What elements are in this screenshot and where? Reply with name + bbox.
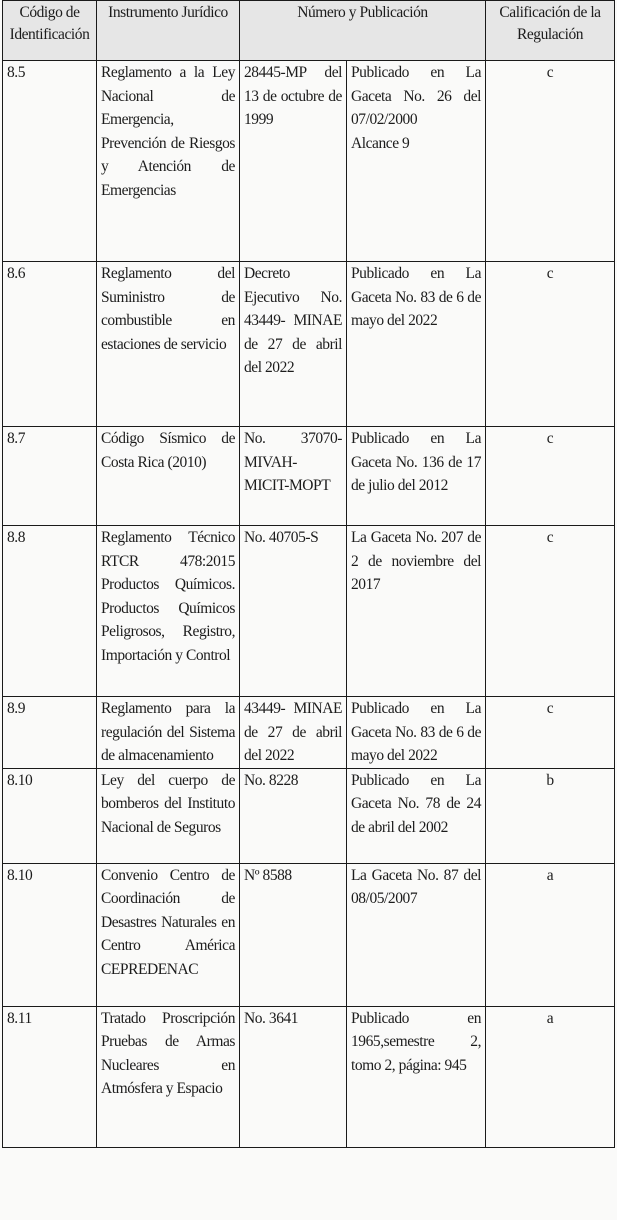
row-instrument: Tratado Proscripción Pruebas de Armas Nucleares en Atmósfera y Espacio	[97, 1006, 240, 1147]
row-rating: c	[486, 61, 615, 262]
row-rating: b	[486, 768, 615, 863]
row-number: 28445-MP del 13 de octubre de 1999	[240, 61, 347, 262]
row-publication: La Gaceta No. 207 de 2 de noviembre del 2017	[347, 526, 486, 697]
row-rating: a	[486, 863, 615, 1006]
row-code: 8.5	[3, 61, 97, 262]
row-instrument: Reglamento del Suministro de combustible en estaciones de servicio	[97, 262, 240, 427]
row-code: 8.8	[3, 526, 97, 697]
row-instrument: Reglamento para la regulación del Sistema de almacenamiento	[97, 697, 240, 769]
row-instrument: Ley del cuerpo de bomberos del Instituto Nacional de Seguros	[97, 768, 240, 863]
header-instrument: Instrumento Jurídico	[97, 1, 240, 61]
table-row	[3, 768, 615, 863]
row-publication-extra: Alcance 9	[351, 134, 410, 152]
row-rating: c	[486, 262, 615, 427]
row-code: 8.11	[3, 1006, 97, 1147]
row-code: 8.10	[3, 768, 97, 863]
row-number: 43449- MINAE de 27 de abril del 2022	[240, 697, 347, 769]
row-rating: a	[486, 1006, 615, 1147]
table-row	[3, 526, 615, 697]
row-code: 8.10	[3, 863, 97, 1006]
header-code: Código de Identificación	[3, 1, 97, 61]
row-rating: c	[486, 427, 615, 526]
row-instrument: Reglamento Técnico RTCR 478:2015 Productos Químicos. Productos Químicos Peligrosos, Registro, Importación y Control	[97, 526, 240, 697]
row-number: Nº 8588	[240, 863, 347, 1006]
row-number: No. 37070- MIVAH- MICIT-MOPT	[240, 427, 347, 526]
row-publication: Publicado en La Gaceta No. 78 de 24 de abril del 2002	[347, 768, 486, 863]
table-header-row	[3, 1, 615, 61]
row-publication-text: Publicado en La Gaceta No. 26 del 07/02/2000	[351, 64, 482, 128]
row-code: 8.6	[3, 262, 97, 427]
header-rating: Calificación de la Regulación	[486, 1, 615, 61]
header-number-publication: Número y Publicación	[240, 1, 486, 61]
row-instrument: Código Sísmico de Costa Rica (2010)	[97, 427, 240, 526]
row-rating: c	[486, 697, 615, 769]
row-instrument: Convenio Centro de Coordinación de Desastres Naturales en Centro América CEPREDENAC	[97, 863, 240, 1006]
row-rating: c	[486, 526, 615, 697]
table-row	[3, 427, 615, 526]
row-publication: Publicado en 1965,semestre 2, tomo 2, página: 945	[347, 1006, 486, 1147]
row-publication: Publicado en La Gaceta No. 136 de 17 de julio del 2012	[347, 427, 486, 526]
row-publication: La Gaceta No. 87 del 08/05/2007	[347, 863, 486, 1006]
row-instrument: Reglamento a la Ley Nacional de Emergencia, Prevención de Riesgos y Atención de Emergencias	[97, 61, 240, 262]
regulations-table	[2, 0, 615, 1148]
row-number: No. 3641	[240, 1006, 347, 1147]
table-row	[3, 697, 615, 769]
row-code: 8.7	[3, 427, 97, 526]
table-row	[3, 61, 615, 262]
row-number: No. 8228	[240, 768, 347, 863]
table-row	[3, 262, 615, 427]
row-publication: Publicado en La Gaceta No. 83 de 6 de mayo del 2022	[347, 697, 486, 769]
row-publication	[347, 61, 486, 262]
row-code: 8.9	[3, 697, 97, 769]
table-row	[3, 863, 615, 1006]
row-publication: Publicado en La Gaceta No. 83 de 6 de mayo del 2022	[347, 262, 486, 427]
row-number: No. 40705-S	[240, 526, 347, 697]
row-number: Decreto Ejecutivo No. 43449- MINAE de 27 de abril del 2022	[240, 262, 347, 427]
table-row	[3, 1006, 615, 1147]
